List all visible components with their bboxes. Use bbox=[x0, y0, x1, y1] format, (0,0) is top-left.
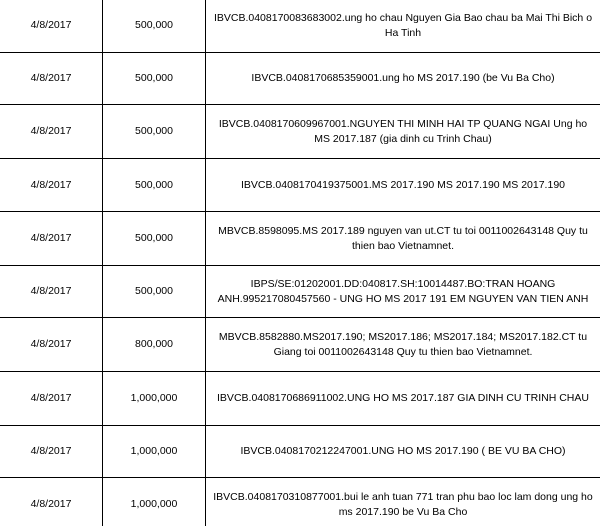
description-cell[interactable]: IBVCB.0408170685359001.ung ho MS 2017.190 (be Vu Ba Cho) bbox=[206, 53, 600, 105]
description-cell[interactable]: MBVCB.8598095.MS 2017.189 nguyen van ut.CT tu toi 0011002643148 Quy tu thien bao Vietnamnet. bbox=[206, 212, 600, 266]
amount-cell[interactable]: 800,000 bbox=[103, 318, 206, 372]
table-row bbox=[0, 0, 600, 53]
table-row bbox=[0, 318, 600, 372]
date-cell[interactable]: 4/8/2017 bbox=[0, 159, 103, 212]
date-cell[interactable]: 4/8/2017 bbox=[0, 426, 103, 478]
description-cell[interactable]: IBPS/SE:01202001.DD:040817.SH:10014487.BO:TRAN HOANG ANH.995217080457560 - UNG HO MS 2017 191 EM NGUYEN VAN TIEN ANH bbox=[206, 266, 600, 318]
amount-cell[interactable]: 500,000 bbox=[103, 105, 206, 159]
table-row bbox=[0, 212, 600, 266]
table-row bbox=[0, 159, 600, 212]
date-cell[interactable]: 4/8/2017 bbox=[0, 478, 103, 526]
description-cell[interactable]: IBVCB.0408170310877001.bui le anh tuan 771 tran phu bao loc lam dong ung ho ms 2017.190 be Vu Ba Cho bbox=[206, 478, 600, 526]
table-row bbox=[0, 53, 600, 105]
table-row bbox=[0, 105, 600, 159]
description-cell[interactable]: IBVCB.0408170609967001.NGUYEN THI MINH HAI TP QUANG NGAI Ung ho MS 2017.187 (gia dinh cu Trinh Chau) bbox=[206, 105, 600, 159]
amount-cell[interactable]: 500,000 bbox=[103, 0, 206, 53]
table-row bbox=[0, 426, 600, 478]
description-cell[interactable]: MBVCB.8582880.MS2017.190; MS2017.186; MS2017.184; MS2017.182.CT tu Giang toi 0011002643148 Quy tu thien bao Vietnamnet. bbox=[206, 318, 600, 372]
description-cell[interactable]: IBVCB.0408170686911002.UNG HO MS 2017.187 GIA DINH CU TRINH CHAU bbox=[206, 372, 600, 426]
table-row bbox=[0, 372, 600, 426]
date-cell[interactable]: 4/8/2017 bbox=[0, 0, 103, 53]
amount-cell[interactable]: 500,000 bbox=[103, 159, 206, 212]
description-cell[interactable]: IBVCB.0408170212247001.UNG HO MS 2017.190 ( BE VU BA CHO) bbox=[206, 426, 600, 478]
amount-cell[interactable]: 500,000 bbox=[103, 266, 206, 318]
date-cell[interactable]: 4/8/2017 bbox=[0, 212, 103, 266]
amount-cell[interactable]: 1,000,000 bbox=[103, 426, 206, 478]
amount-cell[interactable]: 500,000 bbox=[103, 53, 206, 105]
date-cell[interactable]: 4/8/2017 bbox=[0, 53, 103, 105]
date-cell[interactable]: 4/8/2017 bbox=[0, 105, 103, 159]
description-cell[interactable]: IBVCB.0408170083683002.ung ho chau Nguyen Gia Bao chau ba Mai Thi Bich o Ha Tinh bbox=[206, 0, 600, 53]
amount-cell[interactable]: 1,000,000 bbox=[103, 372, 206, 426]
description-cell[interactable]: IBVCB.0408170419375001.MS 2017.190 MS 2017.190 MS 2017.190 bbox=[206, 159, 600, 212]
amount-cell[interactable]: 1,000,000 bbox=[103, 478, 206, 526]
date-cell[interactable]: 4/8/2017 bbox=[0, 266, 103, 318]
date-cell[interactable]: 4/8/2017 bbox=[0, 318, 103, 372]
amount-cell[interactable]: 500,000 bbox=[103, 212, 206, 266]
table-row bbox=[0, 478, 600, 526]
date-cell[interactable]: 4/8/2017 bbox=[0, 372, 103, 426]
table-row bbox=[0, 266, 600, 318]
